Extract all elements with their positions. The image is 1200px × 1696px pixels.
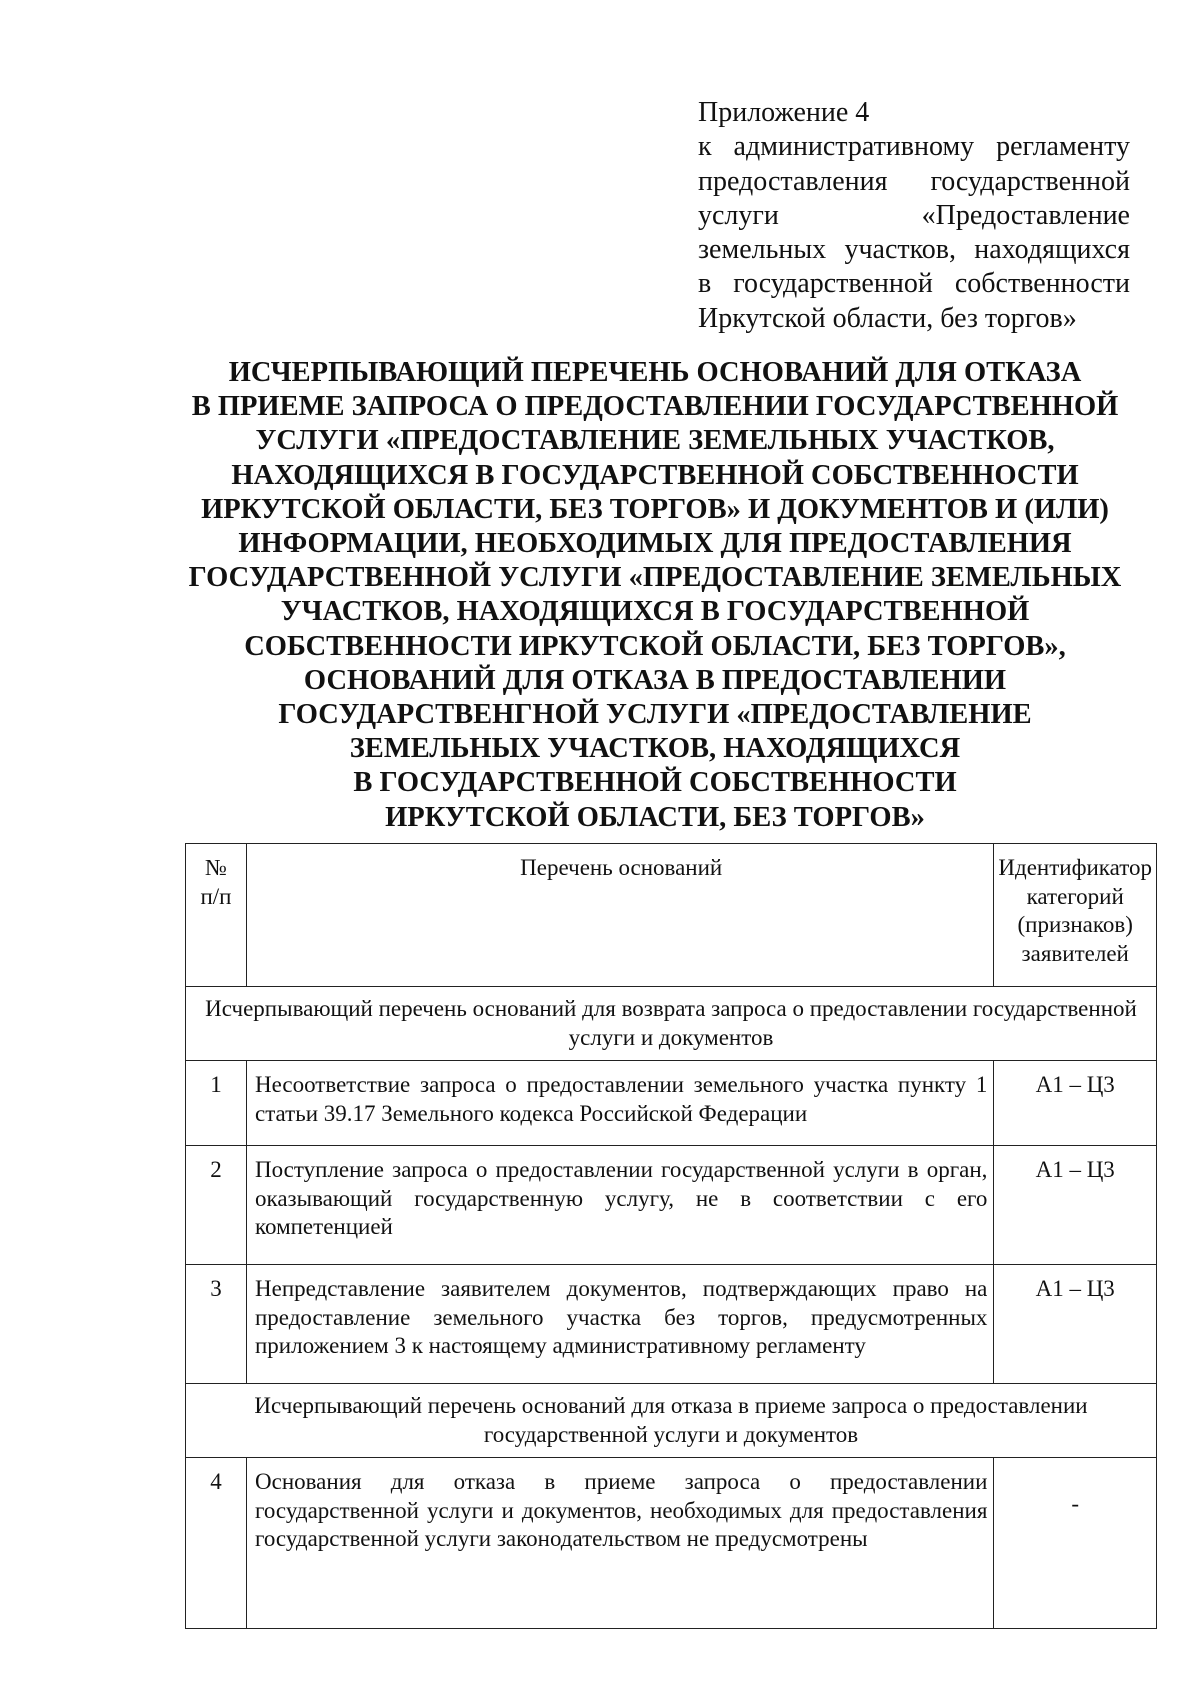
table-row [186, 1265, 1157, 1384]
section-row [186, 1384, 1157, 1458]
title-line: ИРКУТСКОЙ ОБЛАСТИ, БЕЗ ТОРГОВ» [385, 801, 925, 833]
row-number: 3 [186, 1265, 247, 1384]
title-line: ИСЧЕРПЫВАЮЩИЙ ПЕРЕЧЕНЬ ОСНОВАНИЙ ДЛЯ ОТКАЗА [228, 357, 1082, 388]
title-line: ИРКУТСКОЙ ОБЛАСТИ, БЕЗ ТОРГОВ» И ДОКУМЕНТОВ И (ИЛИ) [201, 493, 1109, 525]
document-title [60, 356, 1200, 835]
section-heading: Исчерпывающий перечень оснований для возврата запроса о предоставлении государственной услуги и документов [186, 987, 1157, 1061]
appendix-line: услуги «Предоставление [698, 199, 1130, 231]
section-heading: Исчерпывающий перечень оснований для отказа в приеме запроса о предоставлении государственной услуги и документов [186, 1384, 1157, 1458]
row-number: 1 [186, 1061, 247, 1146]
header-identifier-line: (признаков) [1017, 912, 1133, 937]
title-line: ИНФОРМАЦИИ, НЕОБХОДИМЫХ ДЛЯ ПРЕДОСТАВЛЕНИЯ [238, 528, 1072, 560]
title-line: ГОСУДАРСТВЕННОЙ УСЛУГИ «ПРЕДОСТАВЛЕНИЕ ЗЕМЕЛЬНЫХ [188, 562, 1122, 594]
section-row [186, 987, 1157, 1061]
header-identifier-line: Идентификатор [998, 855, 1152, 880]
header-number-sign: № [205, 855, 227, 880]
title-line: СОБСТВЕННОСТИ ИРКУТСКОЙ ОБЛАСТИ, БЕЗ ТОРГОВ», [244, 630, 1066, 662]
row-identifier: А1 – Ц3 [994, 1061, 1157, 1146]
row-identifier: - [994, 1458, 1157, 1629]
appendix-line: предоставления государственной [698, 165, 1130, 197]
header-identifier-line: заявителей [1021, 940, 1129, 966]
row-number: 4 [186, 1458, 247, 1629]
appendix-line: земельных участков, находящихся [698, 234, 1130, 266]
appendix-line: к административному регламенту [698, 131, 1130, 163]
row-identifier: А1 – Ц3 [994, 1265, 1157, 1384]
row-identifier: А1 – Ц3 [994, 1146, 1157, 1265]
header-number-cell [186, 844, 247, 987]
row-number: 2 [186, 1146, 247, 1265]
header-number-abbr: п/п [200, 883, 232, 909]
table-header-row [186, 844, 1157, 987]
appendix-line: Приложение 4 [698, 97, 870, 128]
title-line: ЗЕМЕЛЬНЫХ УЧАСТКОВ, НАХОДЯЩИХСЯ [349, 733, 961, 765]
appendix-line: Иркутской области, без торгов» [698, 302, 1077, 334]
title-line: НАХОДЯЩИХСЯ В ГОСУДАРСТВЕННОЙ СОБСТВЕННОСТИ [231, 459, 1079, 491]
header-identifier-line: категорий [1026, 883, 1124, 909]
table-row [186, 1458, 1157, 1629]
row-grounds-text: Непредставление заявителем документов, подтверждающих право на предоставление земельного участка без торгов, предусмотренных приложением 3 к настоящему административному регламенту [247, 1265, 994, 1384]
title-line: ОСНОВАНИЙ ДЛЯ ОТКАЗА В ПРЕДОСТАВЛЕНИИ [303, 664, 1007, 696]
table-row [186, 1061, 1157, 1146]
row-grounds-text: Поступление запроса о предоставлении государственной услуги в орган, оказывающий государственную услугу, не в соответствии с его компетенцией [247, 1146, 994, 1265]
title-line: УСЛУГИ «ПРЕДОСТАВЛЕНИЕ ЗЕМЕЛЬНЫХ УЧАСТКОВ, [255, 425, 1055, 457]
title-line: ГОСУДАРСТВЕНГНОЙ УСЛУГИ «ПРЕДОСТАВЛЕНИЕ [278, 699, 1032, 731]
header-grounds-cell: Перечень оснований [247, 844, 994, 987]
grounds-table [185, 843, 1157, 1629]
title-line: В ПРИЕМЕ ЗАПРОСА О ПРЕДОСТАВЛЕНИИ ГОСУДАРСТВЕННОЙ [191, 391, 1119, 423]
title-line: В ГОСУДАРСТВЕННОЙ СОБСТВЕННОСТИ [353, 767, 957, 799]
appendix-line: в государственной собственности [698, 268, 1130, 300]
title-line: УЧАСТКОВ, НАХОДЯЩИХСЯ В ГОСУДАРСТВЕННОЙ [280, 596, 1030, 628]
row-grounds-text: Основания для отказа в приеме запроса о предоставлении государственной услуги и документов, необходимых для предоставления государственной услуги законодательством не предусмотрены [247, 1458, 994, 1629]
appendix-block [698, 96, 1130, 336]
row-grounds-text: Несоответствие запроса о предоставлении земельного участка пункту 1 статьи 39.17 Земельного кодекса Российской Федерации [247, 1061, 994, 1146]
table-row [186, 1146, 1157, 1265]
header-identifier-cell [994, 844, 1157, 987]
